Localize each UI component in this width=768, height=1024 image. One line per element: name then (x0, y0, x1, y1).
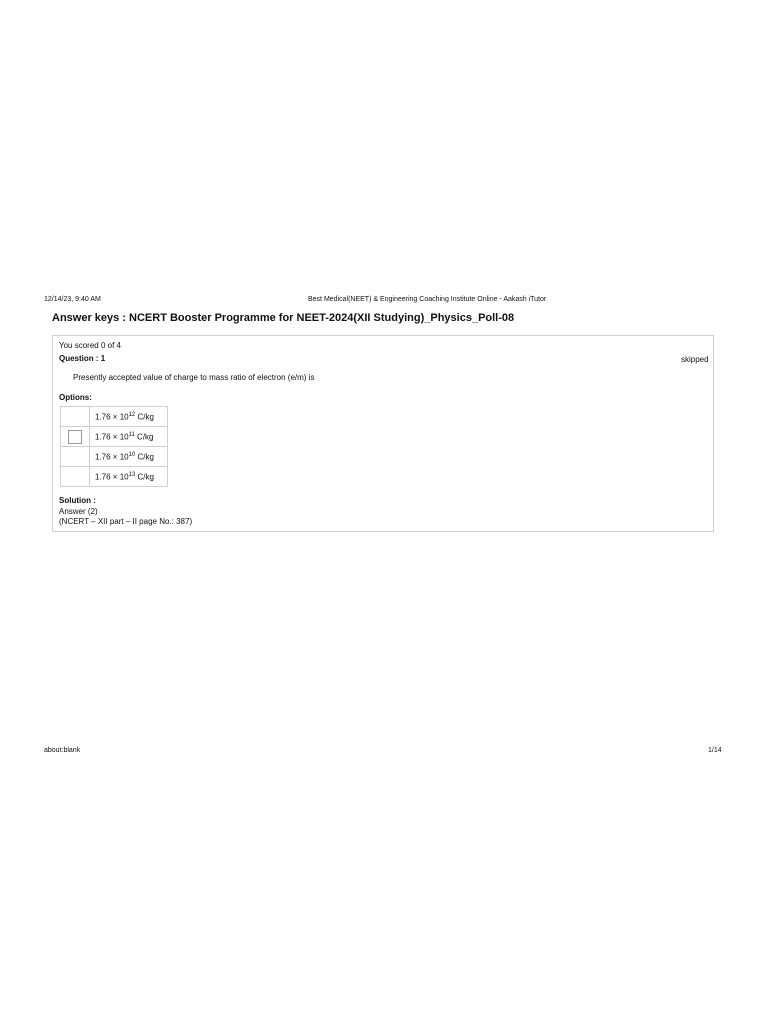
option-checkbox[interactable] (68, 430, 82, 444)
options-label: Options: (59, 393, 92, 402)
option-marker-cell (61, 407, 90, 427)
print-url: about:blank (44, 747, 81, 754)
option-row[interactable] (61, 447, 168, 467)
option-text: $1.76 \times 10^{12}$ C/kg (90, 407, 168, 427)
page-number: 1/14 (708, 747, 722, 754)
question-text: Presently accepted value of charge to mass ratio of electron (e/m) is (73, 373, 315, 382)
solution-label: Solution : (59, 496, 96, 505)
question-number: Question : 1 (59, 354, 106, 363)
solution-reference: (NCERT – XII part – II page No.: 387) (59, 517, 193, 526)
print-datetime: 12/14/23, 9:40 AM (44, 296, 101, 303)
option-marker-cell (61, 467, 90, 487)
option-row[interactable] (61, 427, 168, 447)
option-text: $1.76 \times 10^{10}$ C/kg (90, 447, 168, 467)
score-text: You scored 0 of 4 (59, 341, 121, 350)
option-row[interactable] (61, 407, 168, 427)
option-text: $1.76 \times 10^{11}$ C/kg (90, 427, 168, 447)
option-text: $1.76 \times 10^{13}$ C/kg (90, 467, 168, 487)
option-row[interactable] (61, 467, 168, 487)
question-status: skipped (681, 355, 709, 364)
option-marker-cell (61, 427, 90, 447)
solution-answer: Answer (2) (59, 507, 98, 516)
print-site-title: Best Medical(NEET) & Engineering Coaching Institute Online - Aakash iTutor (308, 296, 547, 303)
option-marker-cell (61, 447, 90, 467)
options-table (60, 406, 168, 487)
page-title: Answer keys : NCERT Booster Programme for NEET-2024(XII Studying)_Physics_Poll-08 (52, 312, 515, 324)
